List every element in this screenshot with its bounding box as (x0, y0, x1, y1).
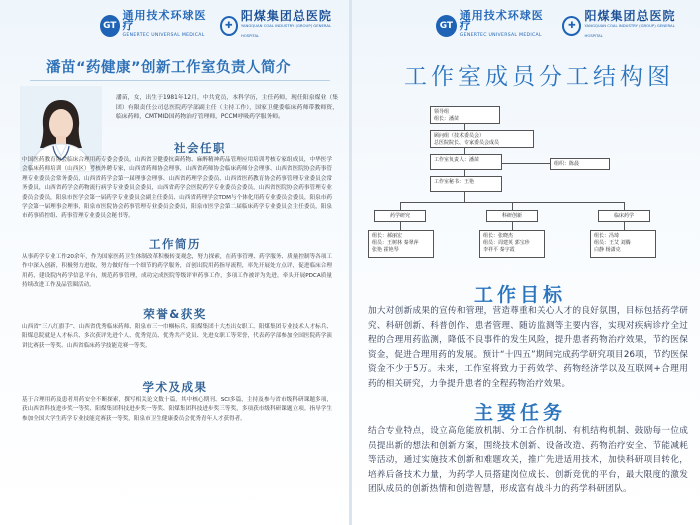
hospital-logo-en: YANGQUAN COAL INDUSTRY (GROUP) GENERAL HOSPITAL (240, 23, 332, 38)
genertec-logo-right-cn: 通用技术环球医疗 (459, 9, 544, 32)
group-research-header: 药学研究 (374, 210, 426, 222)
hospital-logo-cn: 阳煤集团总医院 (240, 9, 332, 23)
group-clinical-member-2: 组员：王艾 刘腾 (594, 240, 631, 246)
genertec-logo-cn: 通用技术环球医疗 (122, 9, 207, 32)
profile-title: 潘苗“药健康”创新工作室负责人简介 (46, 60, 292, 76)
leader-node (430, 106, 500, 124)
title-underline (30, 80, 330, 81)
deputy-node-text: 组织：陈晨 (554, 161, 580, 167)
right-panel (352, 0, 700, 525)
advisor-node-title: 顾问组（技术委员会） (434, 133, 485, 139)
hospital-logo-right-en: YANGQUAN COAL INDUSTRY (GROUP) GENERAL HOSPITAL (584, 23, 675, 38)
task-text: 结合专业特点，设立高危能放机制、分工合作机制、有机结构机制、鼓励每一位成员提出新的想法和创新方案，围绕技术创新、设备改造、药物治疗安全、节能减耗等活动，通过实施技术创新和难题攻关，推广先进适用技术，加快科研项目转化，培养后备技术力量，为药学人员搭建岗位成长、创新竞优的平台，最大限度的激发团队成员的创新热情和创造智慧，形成富有战斗力的药学科研团队。 (368, 426, 688, 495)
director-node-title: 工作室负责人：潘苗 (434, 157, 480, 163)
connector-group1-members (400, 222, 401, 230)
positions-heading: 社会任职 (174, 141, 226, 155)
secretary-node (430, 176, 502, 192)
group-clinical-member-3: 白静 杨潇克 (594, 247, 621, 253)
honors-heading: 荣誉&获奖 (143, 307, 207, 321)
career-heading: 工作简历 (149, 237, 201, 251)
group-innovation-header: 科研创新 (486, 210, 538, 222)
genertec-logo-right-icon: GT (436, 15, 457, 37)
deputy-node (550, 158, 610, 170)
org-chart (352, 102, 700, 270)
group-research-member-2: 组员：王树林 秦翠萍 (372, 240, 419, 246)
connector-director-secretary (464, 170, 465, 176)
org-chart-title: 工作室成员分工结构图 (404, 64, 674, 90)
connector-advisor-director (464, 148, 465, 154)
group-clinical-members (590, 230, 656, 258)
group-innovation-member-1: 组长：张晓杰 (483, 233, 514, 239)
connector-group2-members (512, 222, 513, 230)
genertec-logo-right (436, 11, 550, 41)
genertec-logo (100, 11, 208, 41)
honors-text: 山西省“三八红旗手”、山西省优秀临床药师、阳泉市三一巾帼标兵、阳煤集团十大杰出女职工、阳煤集团专业技术人才标兵、阳煤总院就是人才标兵、多次获评先进个人、优秀党员、优秀共产党员、先进女职工等荣誉，代表药学部参加全国医院药学演讲比赛获一等奖、山西省临床药学技能竞赛一等奖。 (22, 324, 332, 349)
career-text: 从事药学专业工作20余年，作为国家医药卫生体制改革积极转变观念，努力探索，在药事管理、药学服务、质量控制等各项工作中深入创新，积极努力进取，努力做好每一个细节的药学服务，首创出院用药指导流程，率先开展处方点评，促进临床合理用药，建设院内药学信息平台，规范药事管理，成功完成医院等级评审药事工作，多项工作被评为先进。牵头开展PDCA质量持续改进工作及品管圈活动。 (22, 254, 332, 289)
leader-node-title: 领导组 (434, 109, 450, 115)
group-innovation-members (479, 230, 545, 258)
advisor-node (430, 130, 534, 148)
advisor-node-text: 总医院院长、专家委员会成员 (434, 140, 500, 146)
genertec-logo-en: GENERTEC UNIVERSAL MEDICAL (122, 33, 205, 38)
group-innovation-member-2: 组员：周建英 郭宝珍 (483, 240, 530, 246)
secretary-node-title: 工作室秘书：王艳 (434, 179, 475, 185)
hospital-logo-right-icon: ✚ (562, 16, 581, 36)
research-heading: 学术及成果 (142, 380, 208, 394)
group-research-member-3: 张艳 霍艳琴 (372, 247, 399, 253)
group-innovation-member-3: 李祥平 秦宇霞 (483, 247, 515, 253)
goal-heading: 工作目标 (474, 284, 567, 306)
left-header-logos (100, 9, 350, 40)
hospital-logo (220, 11, 338, 41)
director-node (430, 154, 502, 170)
hospital-logo-right (562, 11, 688, 41)
connector-group3-members (624, 222, 625, 230)
group-research-members (368, 230, 434, 258)
group-clinical-member-1: 组长：冯琦 (594, 233, 620, 239)
connector-group2 (512, 202, 513, 210)
connector-group1 (400, 202, 401, 210)
hospital-logo-right-cn: 阳煤集团总医院 (584, 9, 676, 23)
positions-text: 中国医药教育协会临床合理用药专委会委员，山西省卫健委抗菌药物、麻醉精神药品管理应用培训考核专家组成员，中华医学会临床药师培训（山西区）考核外聘专家，山西省药师协会理事，山西省药师协会临床药师分会理事、山西省医院协会药事管理专业委员会常务委员，山西省药学会第一届理事会理事、山西省药理学会委员、山西省医药教育协会药事管理专业委员会常务委员，山西省药学会药物流行病学专业委员会委员，山西省药学会医院药学专业委员会委员，山西省医院协会药事管理专业委员会委员，阳泉市医学会第一届药学专业委员会副主任委员、山西省药理学会TDM与个体化用药专业委员会委员，阳泉市药学会第一届理事会理事，阳泉市医院协会药事管理专业委员会委员，阳泉市医学会第二届临床药学专业委员会主任委员，阳泉市药事质控组、药事管理专业委员会秘书等。 (22, 157, 332, 220)
connector-group3 (624, 202, 625, 210)
hospital-logo-icon: ✚ (220, 16, 238, 36)
leader-node-text: 组长：潘苗 (434, 116, 460, 122)
connector-secretary-bus (464, 192, 465, 202)
task-heading: 主要任务 (474, 402, 567, 424)
right-header-logos (436, 9, 700, 40)
research-text: 基于合理用药及患者用药安全不断探索，撰写相关论文数十篇，其中核心期刊、SCI多篇，主持及参与省市级科研课题多项，获山西省科技进步奖一等奖、阳煤集团科技进步奖一等奖、阳煤集团科技进步奖三等奖，多项获市级科研课题立项。指导学生参加全国大学生药学专业技能竞赛获一等奖，阳泉市卫生健康委员会优秀青年人才获得者。 (22, 397, 332, 422)
group-research-member-1: 组长：郝丽宏 (372, 233, 403, 239)
group-clinical-header: 临床药学 (598, 210, 650, 222)
profile-bio: 潘苗，女，出生于1981年12月，中共党员，本科学历，主任药师，现任阳泉煤业（集团）有限责任公司总医院药学部副主任（主持工作），国家卫健委临床药师带教师资，临床药师，CMTMID国药物治疗管理师，PCCM呼吸药学服务师。 (116, 95, 338, 120)
goal-text: 加大对创新成果的宣传和管理，营造尊重和关心人才的良好氛围，目标包括药学研究、科研创新、科普创作、患者管理、随访监测等主要内容，实现对疾病诊疗全过程的合理用药监测，降低不良事件的发生风险，提升患者药物治疗效果，节约医保资金，促进合理用药的发展。预计“十四五”期间完成药学研究项目26项，节约医保资金不少于5万。未来，工作室将致力于药效学、药物经济学以及互联网+合理用药的相关研究，力争提升患者的全程药物治疗效果。 (368, 306, 688, 389)
connector-leader-advisor (464, 124, 465, 130)
genertec-logo-right-en: GENERTEC UNIVERSAL MEDICAL (459, 33, 542, 38)
connector-director-deputy (502, 163, 550, 164)
genertec-logo-icon: GT (100, 15, 120, 37)
